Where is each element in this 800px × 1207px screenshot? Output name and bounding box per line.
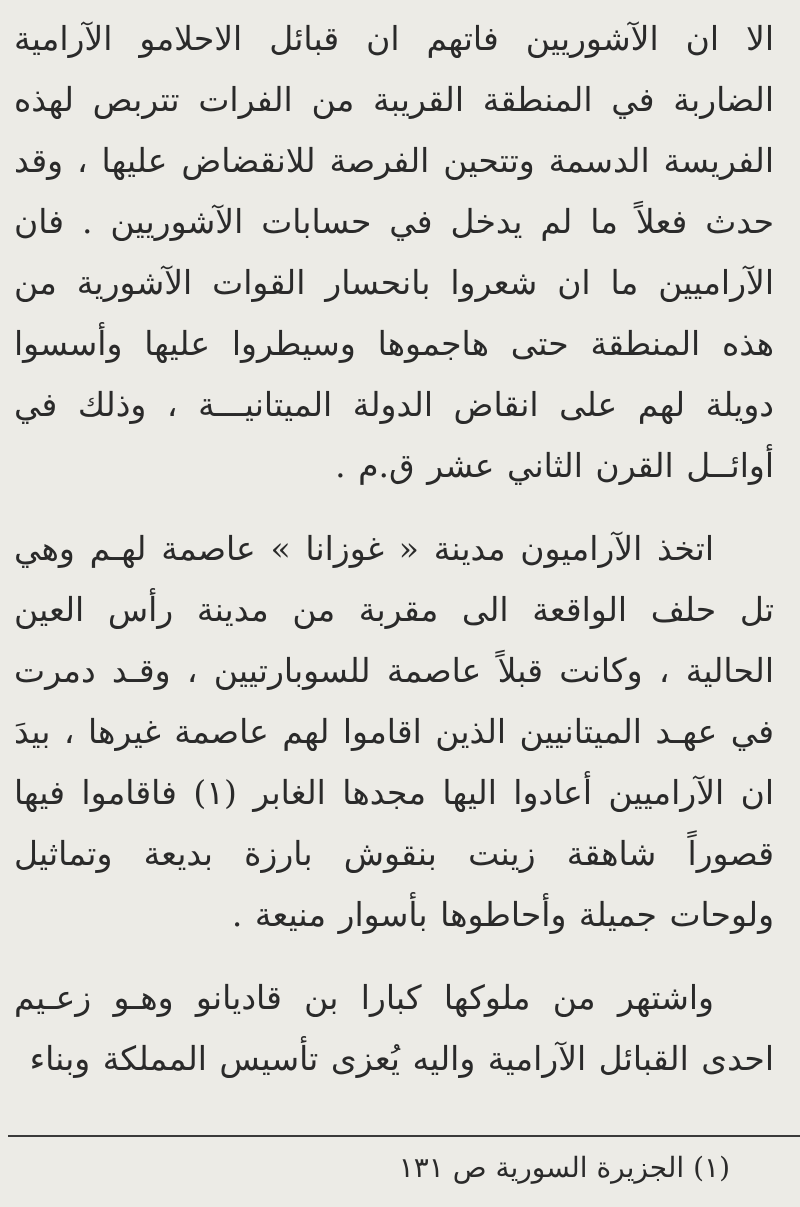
paragraph-2: اتخذ الآراميون مدينة « غوزانا » عاصمة لهـم وهي تل حلف الواقعة الى مقربة من مدينة رأس العين الحالية ، وكانت قبلاً عاصمة للسوبارتيين ، وقـد دمرت في عهـد الميتانيين الذين اقاموا لهم عاصمة غيرها ، بيدَ ان الآراميين أعادوا اليها مجدها الغابر (١) فاقاموا فيها قصوراً شاهقة زينت بنقوش بارزة بديعة وتماثيل ولوحات جميلة وأحاطوها بأسوار منيعة . — [14, 529, 775, 934]
paragraph-1: الا ان الآشوريين فاتهم ان قبائل الاحلامو الآرامية الضاربة في المنطقة القريبة من الفرات تتربص لهذه الفريسة الدسمة وتتحين الفرصة للانقضاض عليها ، وقد حدث فعلاً ما لم يدخل في حسابات الآشوريين . فان الآراميين ما ان شعروا بانحسار القوات الآشورية من هذه المنطقة حتى هاجموها وسيطروا عليها وأسسوا دويلة لهم على انقاض الدولة الميتانيـــة ، وذلك في أوائــل القرن الثاني عشر ق.م . — [14, 19, 774, 485]
footnote-divider — [8, 1135, 800, 1137]
paragraph-3: واشتهر من ملوكها كبارا بن قاديانو وهـو زعـيم احدى القبائل الآرامية واليه يُعزى تأسيس المملكة وبناء — [14, 978, 774, 1078]
footnote: (١) الجزيرة السورية ص ١٣١ — [398, 1151, 730, 1184]
